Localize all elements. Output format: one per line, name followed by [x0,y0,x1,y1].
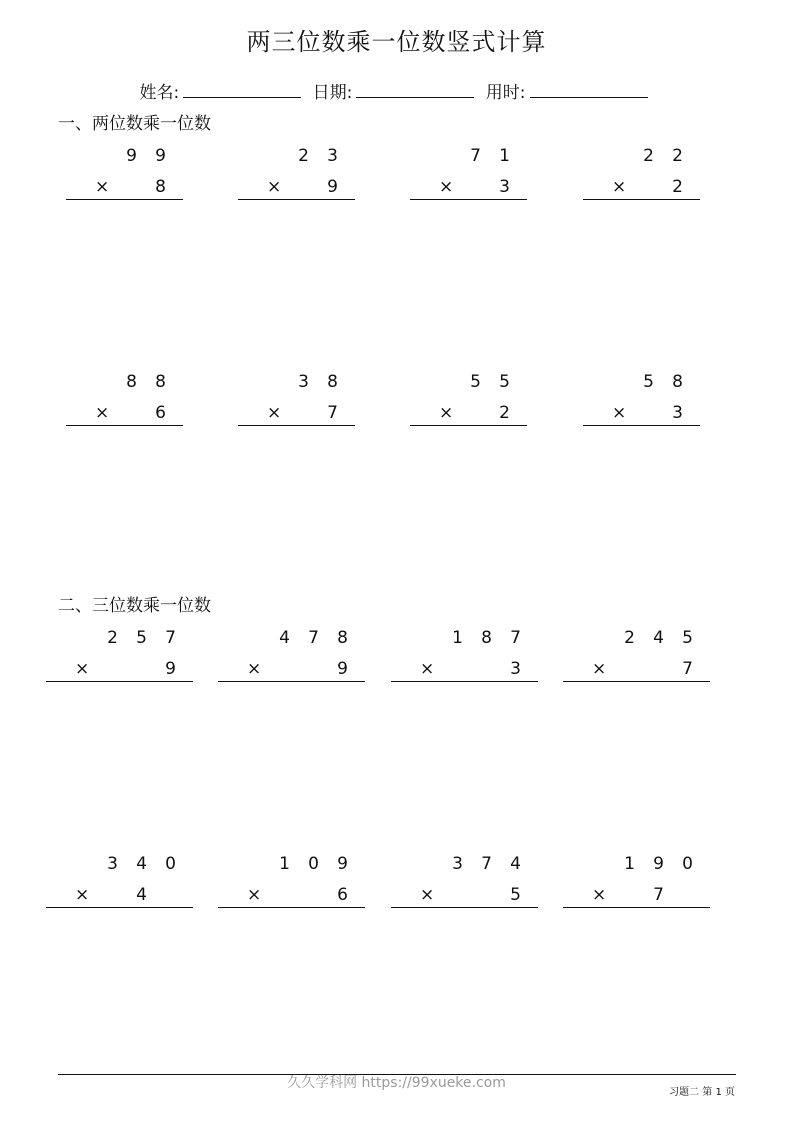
answer-line [66,425,183,426]
answer-line [391,681,538,682]
multiplicand [98,854,185,874]
digit: 2 [643,146,654,166]
multiplicand [461,146,519,166]
times-sign: × [592,659,607,679]
answer-line [46,681,193,682]
digit: 3 [107,854,118,874]
digit: 5 [470,372,481,392]
digit: 3 [452,854,463,874]
digit: 1 [279,854,290,874]
digit: 9 [337,854,348,874]
digit: 4 [136,854,147,874]
multiplication-problem [46,628,193,688]
multiplier [318,177,347,197]
digit: 0 [682,854,693,874]
digit: 7 [481,854,492,874]
multiplier [146,403,175,423]
digit: 7 [653,885,664,905]
multiplication-problem [563,628,710,688]
page-title: 两三位数乘一位数竖式计算 [246,28,547,56]
multiplication-problem [391,854,538,914]
digit: 8 [327,372,338,392]
multiplicand [634,372,692,392]
multiplicand [634,146,692,166]
times-sign: × [420,659,435,679]
digit: 9 [653,854,664,874]
digit: 7 [682,659,693,679]
multiplication-problem [563,854,710,914]
multiplier [318,403,347,423]
multiplication-problem [66,372,183,432]
digit: 3 [499,177,510,197]
times-sign: × [592,885,607,905]
times-sign: × [75,659,90,679]
digit: 8 [155,372,166,392]
digit: 9 [155,146,166,166]
digit: 2 [672,146,683,166]
digit: 9 [327,177,338,197]
multiplicand [289,146,347,166]
multiplier [644,885,673,905]
date-blank[interactable] [356,83,474,98]
multiplicand [98,628,185,648]
digit: 9 [165,659,176,679]
answer-line [218,681,365,682]
multiplication-problem [391,628,538,688]
multiplier [501,885,530,905]
answer-line [410,425,527,426]
times-sign: × [439,177,454,197]
digit: 5 [510,885,521,905]
digit: 3 [327,146,338,166]
multiplication-problem [410,372,527,432]
digit: 1 [499,146,510,166]
multiplicand [615,854,702,874]
multiplication-problem [218,854,365,914]
multiplication-problem [66,146,183,206]
answer-line [563,907,710,908]
digit: 9 [126,146,137,166]
multiplier [328,885,357,905]
digit: 5 [682,628,693,648]
digit: 7 [510,628,521,648]
multiplier [501,659,530,679]
digit: 7 [165,628,176,648]
digit: 9 [337,659,348,679]
digit: 5 [643,372,654,392]
times-sign: × [95,177,110,197]
multiplication-problem [410,146,527,206]
times-sign: × [247,659,262,679]
digit: 8 [481,628,492,648]
multiplication-problem [583,146,700,206]
digit: 3 [510,659,521,679]
digit: 8 [337,628,348,648]
digit: 1 [624,854,635,874]
multiplication-problem [238,146,355,206]
times-sign: × [267,177,282,197]
times-sign: × [247,885,262,905]
times-sign: × [612,403,627,423]
digit: 0 [165,854,176,874]
digit: 7 [327,403,338,423]
multiplier [663,177,692,197]
multiplicand [289,372,347,392]
digit: 3 [298,372,309,392]
answer-line [583,199,700,200]
digit: 6 [155,403,166,423]
multiplicand [270,628,357,648]
digit: 3 [672,403,683,423]
digit: 2 [107,628,118,648]
digit: 8 [126,372,137,392]
digit: 5 [136,628,147,648]
multiplicand [270,854,357,874]
multiplicand [443,628,530,648]
multiplier [490,177,519,197]
time-label: 用时: [485,83,526,103]
multiplicand [461,372,519,392]
name-blank[interactable] [183,83,301,98]
multiplication-problem [46,854,193,914]
times-sign: × [75,885,90,905]
digit: 4 [653,628,664,648]
student-info-row [0,78,793,103]
digit: 2 [672,177,683,197]
multiplier [673,659,702,679]
digit: 8 [155,177,166,197]
digit: 2 [298,146,309,166]
multiplication-problem [238,372,355,432]
digit: 0 [308,854,319,874]
multiplicand [117,372,175,392]
answer-line [218,907,365,908]
multiplicand [117,146,175,166]
time-blank[interactable] [530,83,648,98]
digit: 7 [308,628,319,648]
times-sign: × [439,403,454,423]
digit: 4 [279,628,290,648]
section-heading-three-digit: 二、三位数乘一位数 [58,596,211,616]
times-sign: × [95,403,110,423]
name-label: 姓名: [139,83,180,103]
digit: 8 [672,372,683,392]
answer-line [238,425,355,426]
multiplier [156,659,185,679]
digit: 2 [499,403,510,423]
digit: 4 [510,854,521,874]
answer-line [46,907,193,908]
digit: 4 [136,885,147,905]
multiplier [663,403,692,423]
multiplicand [443,854,530,874]
multiplier [127,885,156,905]
multiplicand [615,628,702,648]
answer-line [563,681,710,682]
multiplication-problem [583,372,700,432]
answer-line [410,199,527,200]
times-sign: × [420,885,435,905]
section-heading-two-digit: 一、两位数乘一位数 [58,114,211,134]
multiplier [146,177,175,197]
watermark: 久久学科网 https://99xueke.com [287,1075,506,1091]
multiplication-problem [218,628,365,688]
answer-line [391,907,538,908]
digit: 2 [624,628,635,648]
date-label: 日期: [312,83,353,103]
answer-line [238,199,355,200]
answer-line [583,425,700,426]
times-sign: × [267,403,282,423]
multiplier [490,403,519,423]
digit: 7 [470,146,481,166]
multiplier [328,659,357,679]
answer-line [66,199,183,200]
times-sign: × [612,177,627,197]
digit: 5 [499,372,510,392]
digit: 6 [337,885,348,905]
digit: 1 [452,628,463,648]
page-number: 习题二 第 1 页 [669,1087,735,1098]
